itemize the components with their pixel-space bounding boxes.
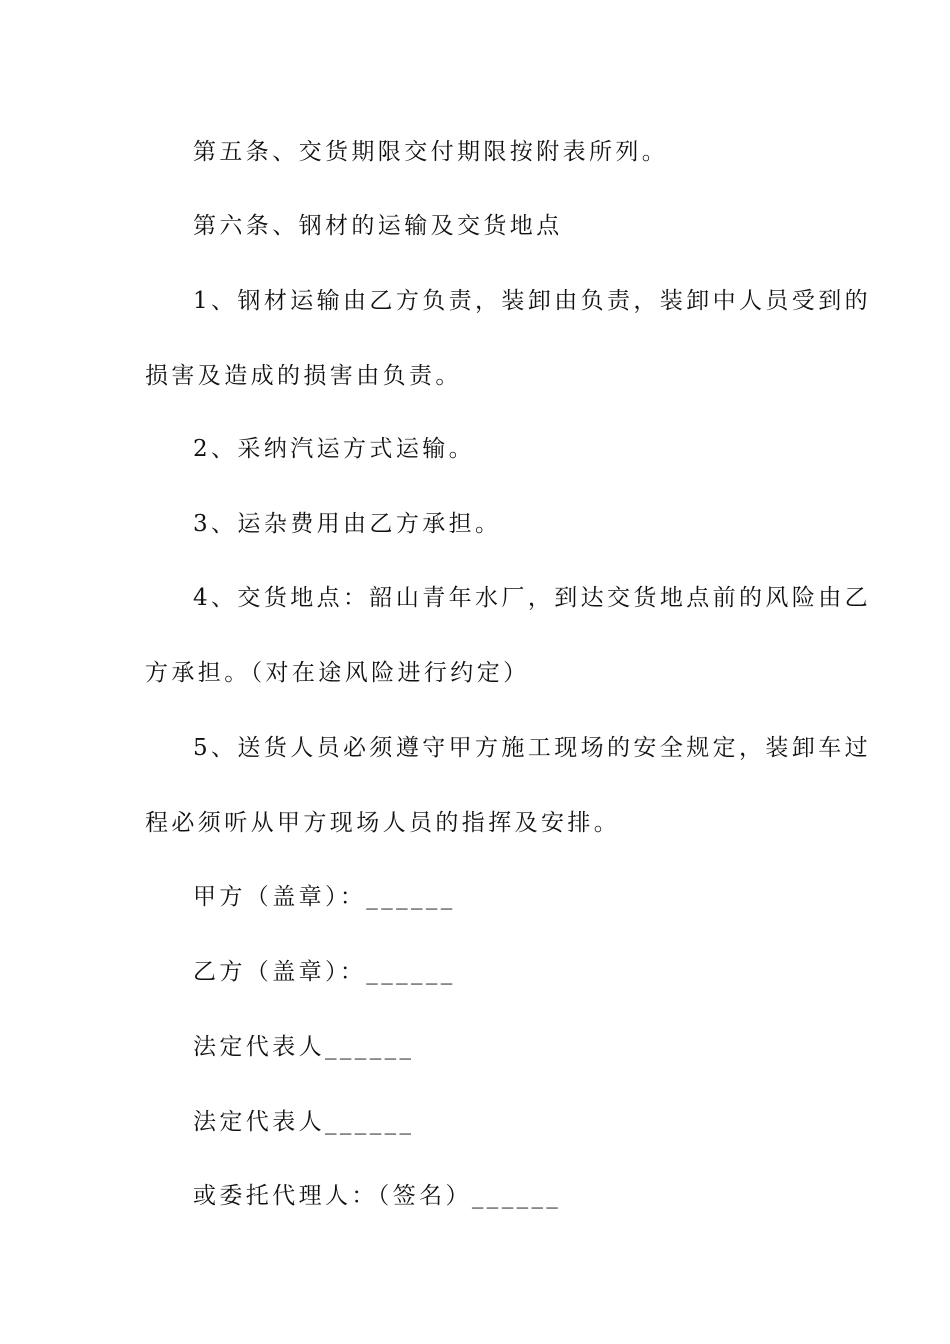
clause-2-text: 2、采纳汽运方式运输。 bbox=[193, 436, 476, 462]
clause-3-text: 3、运杂费用由乙方承担。 bbox=[193, 511, 502, 537]
clause-4-line-2: 方承担。（对在途风险进行约定） bbox=[145, 660, 530, 686]
party-a-seal-line: 甲方（盖章）：______ bbox=[193, 884, 456, 910]
article-6-heading: 第六条、钢材的运输及交货地点 bbox=[193, 213, 563, 239]
article-5-text: 第五条、交货期限交付期限按附表所列。 bbox=[193, 139, 669, 165]
clause-5-line-1: 5、送货人员必须遵守甲方施工现场的安全规定，装卸车过 bbox=[193, 735, 872, 761]
clause-1-line-2: 损害及造成的损害由负责。 bbox=[145, 363, 462, 389]
authorized-agent-signature-line: 或委托代理人：（签名）______ bbox=[193, 1183, 562, 1209]
legal-representative-line-2: 法定代表人______ bbox=[193, 1109, 415, 1135]
clause-1-line-1: 1、钢材运输由乙方负责，装卸由负责，装卸中人员受到的 bbox=[193, 288, 872, 314]
clause-5-line-2: 程必须听从甲方现场人员的指挥及安排。 bbox=[145, 810, 621, 836]
clause-4-line-1: 4、交货地点：韶山青年水厂，到达交货地点前的风险由乙 bbox=[193, 585, 872, 611]
legal-representative-line-1: 法定代表人______ bbox=[193, 1034, 415, 1060]
party-b-seal-line: 乙方（盖章）：______ bbox=[193, 959, 456, 985]
